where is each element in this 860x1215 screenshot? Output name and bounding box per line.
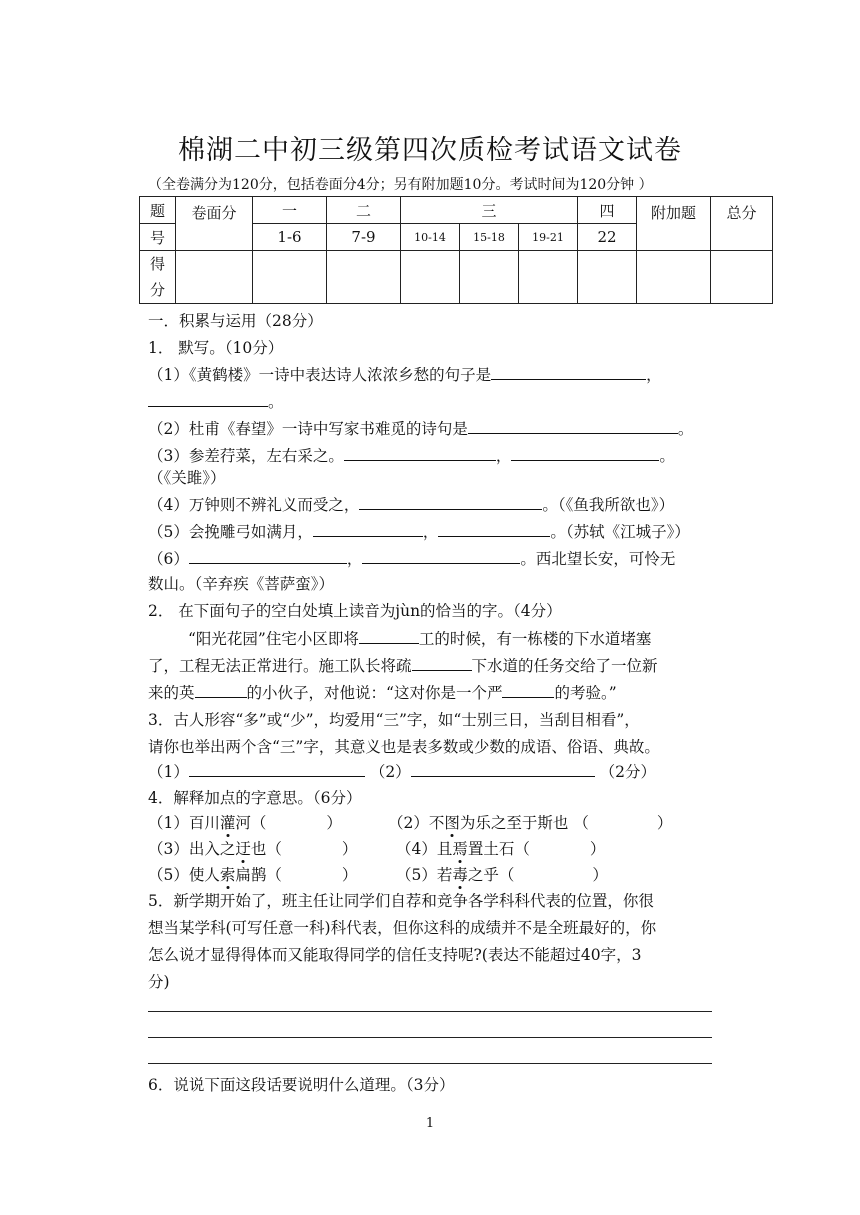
q4-item-3: （3）出入之迂也（ ） xyxy=(148,840,358,858)
dotted-char: 迂 xyxy=(235,840,251,858)
question-1-heading: 1． 默写。（10分） xyxy=(148,339,284,357)
question-3-line-2: 请你也举出两个含“三”字，其意义也是表多数或少数的成语、俗语、典故。 xyxy=(148,738,660,756)
answer-blank[interactable] xyxy=(195,682,247,698)
q4-item-1: （1）百川灌河（ ） xyxy=(148,814,342,832)
cell-range-19-21: 19-21 xyxy=(519,224,578,251)
answer-blank[interactable] xyxy=(189,548,347,564)
cell-range-1-6: 1-6 xyxy=(253,224,327,251)
question-3-line-1: 3．古人形容“多”或“少”，均爱用“三”字，如“士别三日，当刮目相看”， xyxy=(148,711,640,729)
q4-item-5: （5）使人索扁鹊（ ） xyxy=(148,866,358,884)
answer-blank[interactable] xyxy=(313,521,423,537)
score-box[interactable] xyxy=(519,251,578,304)
question-5-line-2: 想当某学科(可写任意一科)科代表，但你这科的成绩并不是全班最好的，你 xyxy=(148,919,657,937)
page-number: 1 xyxy=(425,1116,435,1131)
q3-answers: （1） （2） （2分） xyxy=(148,763,656,781)
q1-item-3-source: （《关雎》） xyxy=(148,469,226,487)
section-heading: 一．积累与运用（28分） xyxy=(148,312,323,330)
q4-item-2: （2）不图为乐之至于斯也 （ ） xyxy=(388,814,673,832)
cell-defen: 得 分 xyxy=(140,251,176,304)
cell-juanmianfen: 卷面分 xyxy=(176,197,253,251)
answer-blank[interactable] xyxy=(359,628,419,644)
answer-blank[interactable] xyxy=(344,445,496,461)
cell-tihao: 题 xyxy=(140,197,176,224)
cell-range-22: 22 xyxy=(578,224,637,251)
q1-item-2: （2）杜甫《春望》一诗中写家书难觅的诗句是 。 xyxy=(148,420,694,438)
answer-blank[interactable] xyxy=(359,494,542,510)
answer-blank[interactable] xyxy=(362,548,520,564)
answer-line[interactable] xyxy=(148,1011,712,1012)
question-6-heading: 6．说说下面这段话要说明什么道理。（3分） xyxy=(148,1076,455,1094)
question-5-line-1: 5．新学期开始了，班主任让同学们自荐和竞争各学科科代表的位置，你很 xyxy=(148,892,654,910)
dotted-char: 焉 xyxy=(452,840,468,858)
cell-part-1: 一 xyxy=(253,197,327,224)
cell-fujiati: 附加题 xyxy=(637,197,711,251)
dotted-char: 索 xyxy=(219,866,236,884)
cell-part-2: 二 xyxy=(327,197,401,224)
answer-blank[interactable] xyxy=(412,655,472,671)
cell-range-10-14: 10-14 xyxy=(401,224,460,251)
question-2-heading: 2． 在下面句子的空白处填上读音为jùn的恰当的字。（4分） xyxy=(148,602,562,620)
answer-blank[interactable] xyxy=(148,391,268,407)
cell-range-7-9: 7-9 xyxy=(327,224,401,251)
dotted-char: 灌 xyxy=(219,814,236,832)
page-title: 棉湖二中初三级第四次质检考试语文试卷 xyxy=(178,135,682,166)
q2-line-1: “阳光花园”住宅小区即将 工的时候，有一栋楼的下水道堵塞 xyxy=(188,630,652,648)
q1-item-6-cont: 数山。（辛弃疾《菩萨蛮》） xyxy=(148,575,335,593)
answer-blank[interactable] xyxy=(189,761,365,777)
answer-blank[interactable] xyxy=(411,761,595,777)
answer-blank[interactable] xyxy=(491,364,646,380)
cell-zongfen: 总分 xyxy=(711,197,773,251)
question-4-heading: 4．解释加点的字意思。（6分） xyxy=(148,789,362,807)
answer-blank[interactable] xyxy=(502,682,554,698)
q4-item-6: （5）若毒之乎（ ） xyxy=(396,866,608,884)
question-5-line-4: 分) xyxy=(148,973,170,991)
score-box[interactable] xyxy=(176,251,253,304)
q1-item-1: （1）《黄鹤楼》一诗中表达诗人浓浓乡愁的句子是 ， xyxy=(148,366,662,384)
q1-item-4: （4）万钟则不辨礼义而受之， 。（《鱼我所欲也》） xyxy=(148,496,675,514)
q1-item-1-cont: 。 xyxy=(148,390,284,412)
score-box[interactable] xyxy=(460,251,519,304)
dotted-char: 毒 xyxy=(452,866,468,884)
score-table xyxy=(139,196,773,304)
answer-line[interactable] xyxy=(148,1037,712,1038)
question-5-line-3: 怎么说才显得得体而又能取得同学的信任支持呢?(表达不能超过40字，3 xyxy=(148,946,642,964)
score-box[interactable] xyxy=(401,251,460,304)
score-box[interactable] xyxy=(327,251,401,304)
q2-line-3: 来的英 的小伙子，对他说：“这对你是一个严 的考验。” xyxy=(148,684,617,702)
dotted-char: 图 xyxy=(444,814,460,832)
score-box[interactable] xyxy=(253,251,327,304)
q2-line-2: 了，工程无法正常进行。施工队长将疏 下水道的任务交给了一位新 xyxy=(148,657,658,675)
q1-item-3: （3）参差荇菜，左右采之。 ， 。 xyxy=(148,447,675,465)
cell-part-4: 四 xyxy=(578,197,637,224)
exam-info: （全卷满分为120分，包括卷面分4分；另有附加题10分。考试时间为120分钟 ） xyxy=(148,177,653,193)
score-box[interactable] xyxy=(711,251,773,304)
q1-item-6: （6） ， 。西北望长安，可怜无 xyxy=(148,550,676,568)
answer-line[interactable] xyxy=(148,1063,712,1064)
cell-part-3: 三 xyxy=(401,197,578,224)
score-box[interactable] xyxy=(578,251,637,304)
score-box[interactable] xyxy=(637,251,711,304)
cell-range-15-18: 15-18 xyxy=(460,224,519,251)
q1-item-5: （5）会挽雕弓如满月， ， 。（苏轼《江城子》） xyxy=(148,523,690,541)
q4-item-4: （4）且焉置土石（ ） xyxy=(396,840,606,858)
answer-blank[interactable] xyxy=(468,418,678,434)
answer-blank[interactable] xyxy=(511,445,659,461)
cell-tihao-2: 号 xyxy=(140,224,176,251)
answer-blank[interactable] xyxy=(438,521,550,537)
